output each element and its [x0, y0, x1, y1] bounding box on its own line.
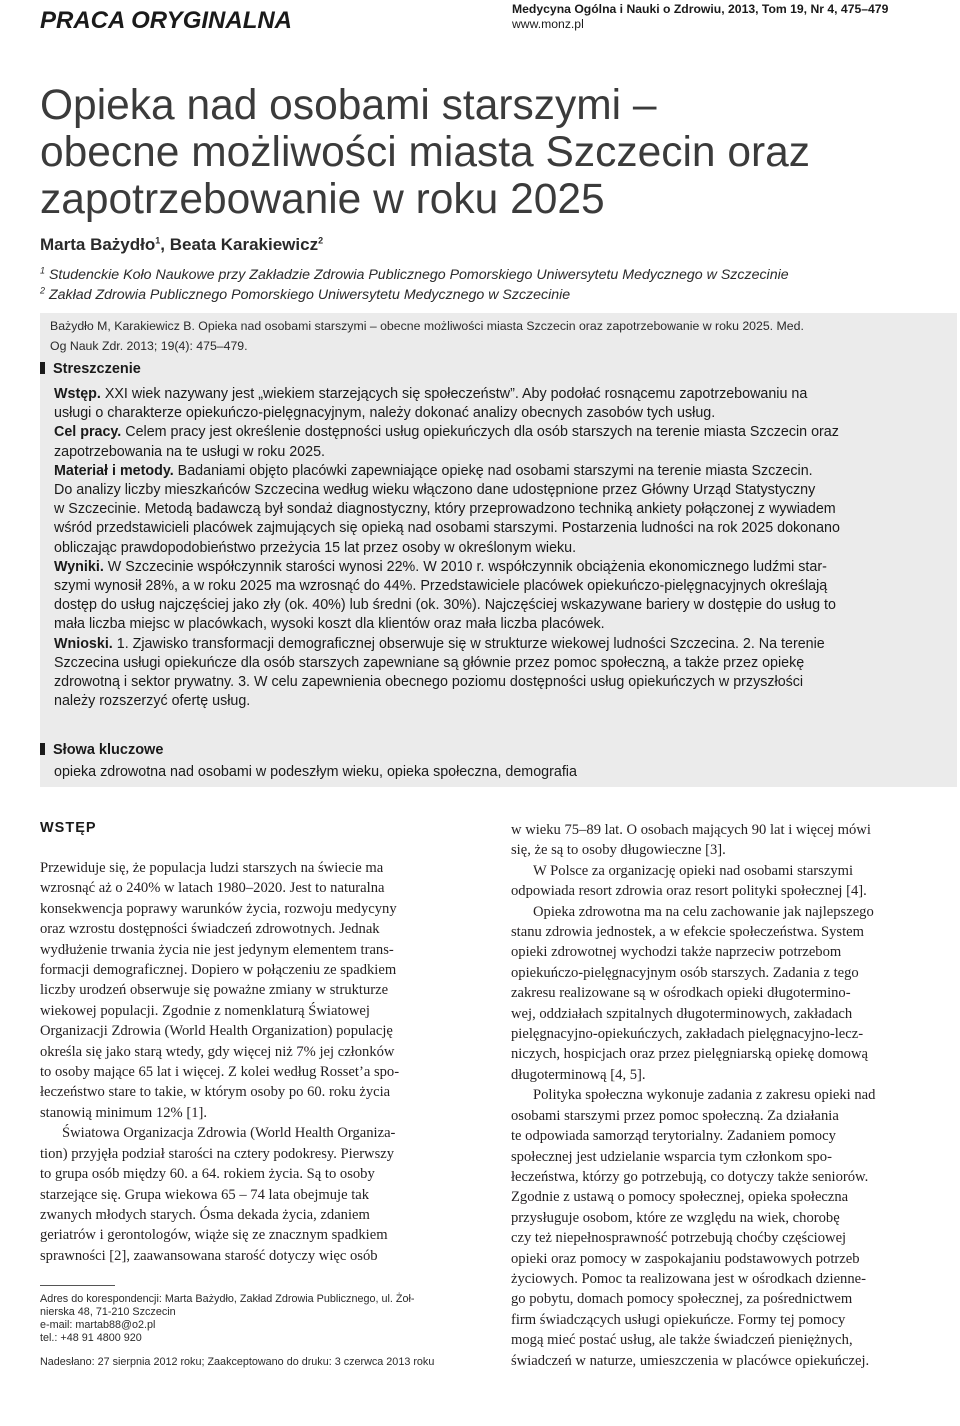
title-line: Opieka nad osobami starszymi – [40, 82, 657, 129]
body-text-line: Światowa Organizacja Zdrowia (World Health Organiza- [62, 1125, 396, 1142]
body-text-line: oraz wzrostu dostępności świadczeń zdrowotnych. Jednak [40, 921, 380, 938]
body-text-line: zwanych młodych starych. Ósma dekada życia, zdaniem [40, 1206, 370, 1223]
body-text-line: łeczeństwa, którzy go potrzebują, co dotyczy także seniorów. [511, 1168, 869, 1185]
body-text-line: Opieka zdrowotna ma na celu zachowanie jak najlepszego [533, 903, 874, 920]
affiliations [40, 265, 789, 305]
abstract-line-text: należy rozszerzyć ofertę usług. [54, 693, 251, 710]
body-text-line: liczby urodzeń obserwuje się poważne zmiany w strukturze [40, 982, 389, 999]
body-text-line: Organizacji Zdrowia (World Health Organization) populację [40, 1023, 393, 1040]
abstract-line-text: mała liczba miejsc w placówkach, wysoki koszt dla klientów oraz mała liczba placówek. [54, 616, 605, 633]
abstract-line [54, 519, 954, 538]
body-text-line: opiekuńczo-pielęgnacyjnym osób starszych. Zadania z tego [511, 964, 859, 981]
abstract-line [54, 577, 954, 596]
abstract-line [54, 692, 954, 711]
body-text-line: przysługuje osobom, które ze względu na wiek, chorobę [511, 1209, 840, 1226]
abstract-section-label: Wstęp. [54, 386, 101, 402]
body-text-line: określa się jako starą wtedy, gdy więcej niż 7% jej członków [40, 1043, 395, 1060]
section-marker-icon [40, 362, 45, 374]
affiliation-text: Zakład Zdrowia Publicznego Pomorskiego Uniwersytetu Medycznego w Szczecinie [48, 287, 571, 303]
abstract-line [54, 558, 954, 577]
abstract-line-text: 1. Zjawisko transformacji demograficznej obserwuje się w strukturze wiekowej ludności Szczecina. 2. Na terenie [112, 635, 825, 652]
affiliation-number: 1 [40, 265, 46, 276]
correspondence-footnote [40, 1293, 414, 1345]
citation-line: Bażydło M, Karakiewicz B. Opieka nad osobami starszymi – obecne możliwości miasta Szczecin oraz zapotrzebowanie w roku 2025. Med. [50, 319, 804, 333]
article-title [40, 82, 940, 223]
body-text-line: formacji demograficznej. Dopiero w połączeniu ze spadkiem [40, 962, 397, 979]
body-text-line: konsekwencja poprawy warunków życia, rozwoju medycyny [40, 900, 397, 917]
body-text-line: zakresu realizowane są w ośrodkach opieki długotermino- [511, 985, 851, 1002]
body-left-column [40, 858, 490, 1266]
body-text-line: wej, oddziałach szpitalnych długoterminowych, zakładach [511, 1005, 853, 1022]
journal-url[interactable]: www.monz.pl [512, 17, 584, 31]
footnote-line: nierska 48, 71-210 Szczecin [40, 1306, 176, 1318]
abstract-line [54, 462, 954, 481]
body-text-line: te odpowiada samorząd terytorialny. Zadaniem pomocy [511, 1128, 836, 1145]
body-right-column [511, 820, 956, 1371]
citation [50, 316, 950, 356]
footnote-phone: tel.: +48 91 4800 920 [40, 1332, 142, 1344]
abstract-line-text: Badaniami objęto placówki zapewniające opiekę nad osobami starszymi na terenie miasta Szczecin. [173, 462, 813, 479]
abstract-section-label: Materiał i metody. [54, 462, 174, 479]
abstract-line-text: W Szczecinie współczynnik starości wynosi 22%. W 2010 r. współczynnik obciążenia ekonomicznego ludźmi star- [103, 558, 827, 575]
abstract-section-label: Wnioski. [54, 635, 113, 652]
body-text-line: Polityka społeczna wykonuje zadania z zakresu opieki nad [533, 1087, 876, 1104]
received-dates: Nadesłano: 27 sierpnia 2012 roku; Zaakceptowano do druku: 3 czerwca 2013 roku [40, 1356, 435, 1368]
abstract-line-text: Celem pracy jest określenie dostępności usług opiekuńczych dla osób starszych na terenie miasta Szczecin oraz [121, 424, 839, 441]
body-text-line: wzrosnąć aż o 240% w latach 1980–2020. Jest to naturalna [40, 880, 385, 897]
abstract-line [54, 615, 954, 634]
abstract-line [54, 423, 954, 442]
keywords-heading-text: Słowa kluczowe [53, 742, 164, 758]
footnote-line: Adres do korespondencji: Marta Bażydło, Zakład Zdrowia Publicznego, ul. Żoł- [40, 1293, 415, 1305]
abstract-line-text: Szczecina usługi opiekuńcze dla osób starszych zapewniane są głównie przez pomoc społeczną, a także przez opiekę [54, 654, 805, 671]
author-affiliation-number: 1 [155, 235, 161, 246]
abstract-line-text: Do analizy liczby mieszkańców Szczecina według wieku włączono dane udostępnione przez Główny Urząd Statystyczny [54, 482, 816, 499]
abstract-line-text: wśród przedstawicieli placówek zajmujących się opieką nad osobami starszymi. Postarzenia ludności na rok 2025 dokonano [54, 520, 840, 537]
abstract-line-text: obliczając prawdopodobieństwo przeżycia 15 lat przez osoby w określonym wieku. [54, 539, 577, 556]
abstract-line [54, 443, 954, 462]
body-text-line: to osoby mające 65 lat i więcej. Z kolei według Rosset’a spo- [40, 1064, 400, 1081]
abstract-line-text: zdrowotną i sektor prywatny. 3. W celu zapewnienia obecnego poziomu dostępności usług opiekuńczych w przyszłości [54, 674, 804, 691]
body-text-line: świadczeń w naturze, umieszczenia w placówce opiekuńczej. [511, 1352, 870, 1369]
body-text-line: sprawności [2], zaawansowana starość dotyczy więc osób [40, 1247, 378, 1264]
body-text-line: geriatrów i gerontologów, wiąże się ze znacznym spadkiem [40, 1227, 388, 1244]
abstract-line-text: usługi o charakterze opiekuńczo-pielęgnacyjnym, należy dokonać analizy obecnych zasobów tych usług. [54, 405, 716, 422]
body-text-line: opieki zdrowotnej wychodzi także naprzeciw potrzebom [511, 944, 842, 961]
abstract-line [54, 385, 954, 404]
citation-line: Og Nauk Zdr. 2013; 19(4): 475–479. [50, 339, 248, 353]
body-text-line: pielęgnacyjno-opiekuńczych, zakładach pielęgnacyjno-lecz- [511, 1026, 864, 1043]
abstract-heading-text: Streszczenie [53, 361, 141, 377]
body-text-line: w wieku 75–89 lat. O osobach mających 90 lat i więcej mówi [511, 822, 871, 838]
body-text-line: niczych, hospicjach oraz przez pielęgniarską opiekę domową [511, 1046, 868, 1063]
abstract-line [54, 635, 954, 654]
abstract-line-text: w Szczecinie. Metodą badawczą był sondaż diagnostyczny, który przeprowadzono techniką ankiety połączonej z wywiadem [54, 501, 836, 518]
abstract-body [54, 385, 954, 711]
body-text-line: go pobytu, domach pomocy społecznej, za pośrednictwem [511, 1291, 853, 1308]
body-text-line: stanu zdrowia jednostek, a w efekcie społeczeństwa. System [511, 924, 864, 941]
author-name: Beata Karakiewicz [169, 235, 319, 254]
body-text-line: Przewiduje się, że populacja ludzi starszych na świecie ma [40, 860, 384, 876]
abstract-line [54, 673, 954, 692]
author-separator: , [160, 235, 170, 254]
body-text-line: firm świadczących usługi opiekuńcze. Formy tej pomocy [511, 1311, 846, 1328]
abstract-line [54, 404, 954, 423]
abstract-section-label: Wyniki. [54, 558, 104, 575]
author-name: Marta Bażydło [40, 235, 156, 254]
abstract-line-text: dostęp do usług najczęściej jako zły (ok. 40%) lub średni (ok. 30%). Najczęściej wskazywane bariery w dostępie do usług to [54, 597, 836, 614]
body-text-line: wydłużenie trwania życia nie jest jedynym elementem trans- [40, 941, 394, 958]
abstract-line [54, 596, 954, 615]
footnote-email[interactable]: e-mail: martab88@o2.pl [40, 1319, 156, 1331]
affiliation-number: 2 [40, 285, 46, 296]
abstract-line-text: zapotrzebowania na te usługi w roku 2025. [54, 443, 326, 460]
abstract-section-label: Cel pracy. [54, 424, 122, 441]
abstract-line-text: szymi wynosił 28%, a w roku 2025 ma wzrosnąć do 44%. Przedstawiciele placówek opiekuńczo-pielęgnacyjnych określają [54, 578, 828, 595]
affiliation-text: Studenckie Koło Naukowe przy Zakładzie Zdrowia Publicznego Pomorskiego Uniwersytetu Medycznego w Szczecinie [48, 267, 789, 283]
section-label: PRACA ORYGINALNA [40, 7, 293, 34]
body-text-line: się, że są to osoby długowieczne [3]. [511, 842, 726, 859]
abstract-line [54, 481, 954, 500]
journal-info [512, 2, 888, 32]
intro-heading: WSTĘP [40, 820, 97, 836]
body-text-line: starzejące się. Grupa wiekowa 65 – 74 lata obejmuje tak [40, 1186, 370, 1203]
body-text-line: łeczeństwo stare to takie, w którym osoby po 60. roku życia [40, 1084, 391, 1101]
body-text-line: opieki oraz pomocy w zaspokajaniu podstawowych potrzeb [511, 1250, 860, 1267]
body-text-line: W Polsce za organizację opieki nad osobami starszymi [533, 862, 854, 879]
abstract-line-text: XXI wiek nazywany jest „wiekiem starzejących się społeczeństw”. Aby podołać rosnącemu zapotrzebowaniu na [100, 386, 808, 402]
body-text-line: osobami starszymi przez pomoc społeczną. Za działania [511, 1107, 839, 1124]
section-marker-icon [40, 743, 45, 755]
body-text-line: wiekowej populacji. Zgodnie z nomenklaturą Światowej [40, 1002, 370, 1019]
body-text-line: Zgodnie z ustawą o pomocy społecznej, opieka społeczna [511, 1189, 849, 1206]
affiliation-line [40, 265, 789, 285]
abstract-heading [40, 361, 141, 377]
author-affiliation-number: 2 [318, 235, 324, 246]
journal-citation: Medycyna Ogólna i Nauki o Zdrowiu, 2013, Tom 19, Nr 4, 475–479 [512, 2, 889, 16]
body-text-line: stanowią minimum 12% [1]. [40, 1104, 207, 1121]
body-text-line: długoterminową [4, 5]. [511, 1066, 646, 1083]
abstract-line [54, 539, 954, 558]
body-text-line: czy też niepełnosprawność potrzebują choćby częściowej [511, 1230, 847, 1247]
keywords-heading [40, 742, 163, 758]
title-line: obecne możliwości miasta Szczecin oraz [40, 129, 811, 176]
keywords-text: opieka zdrowotna nad osobami w podeszłym wieku, opieka społeczna, demografia [54, 764, 577, 780]
footnote-divider [40, 1285, 115, 1286]
body-text-line: tion) przyjęła podział starości na cztery podokresy. Pierwszy [40, 1145, 395, 1162]
body-text-line: społecznej jest udzielanie wsparcia tym członkom spo- [511, 1148, 832, 1165]
title-line: zapotrzebowanie w roku 2025 [40, 176, 605, 223]
abstract-line [54, 654, 954, 673]
body-text-line: mogą mieć postać usług, ale także świadczeń pieniężnych, [511, 1332, 853, 1349]
body-text-line: odpowiada resort zdrowia oraz resort polityki społecznej [4]. [511, 883, 867, 900]
body-text-line: to grupa osób między 60. a 64. rokiem życia. Są to osoby [40, 1166, 375, 1183]
abstract-line [54, 500, 954, 519]
affiliation-line [40, 285, 789, 305]
body-text-line: życiowych. Pomoc ta realizowana jest w ośrodkach dzienne- [511, 1270, 866, 1287]
author-list [40, 235, 323, 255]
